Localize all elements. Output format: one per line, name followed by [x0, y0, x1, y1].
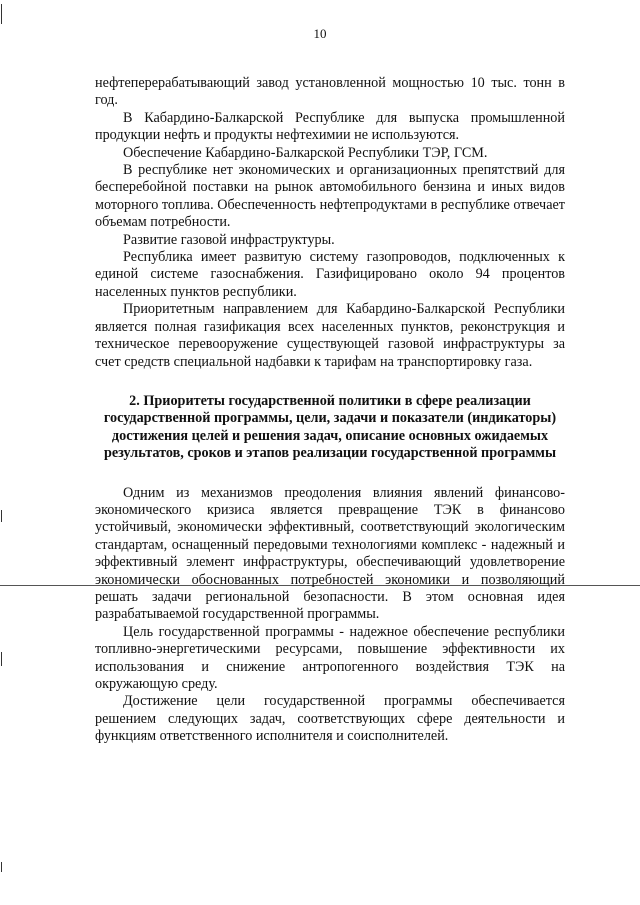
- section-heading: 2. Приоритеты государственной политики в сфере реализации государственной программы, цели, задачи и показатели (индикаторы) достижения целей и решения задач, описание основных ожидаемых результатов, сроков и этапов реализации государственной программы: [103, 392, 557, 462]
- page-number: 10: [313, 26, 327, 41]
- paragraph: В республике нет экономических и организационных препятствий для бесперебойной поставки на рынок автомобильного бензина и иных видов моторного топлива. Обеспеченность нефтепродуктами в республике отвечает объемам потребности.: [95, 162, 565, 231]
- scan-margin-mark: [1, 510, 2, 522]
- paragraph: Обеспечение Кабардино-Балкарской Республики ТЭР, ГСМ.: [123, 144, 488, 161]
- paragraph: Развитие газовой инфраструктуры.: [123, 231, 335, 248]
- paragraph: В Кабардино-Балкарской Республике для выпуска промышленной продукции нефть и продукты нефтехимии не используются.: [95, 109, 565, 144]
- document-body: [95, 75, 565, 746]
- paragraph: Цель государственной программы - надежное обеспечение республики топливно-энергетическими ресурсами, повышение эффективности их использования и снижение антропогенного воздействия ТЭК на окружающую среду.: [95, 623, 565, 692]
- paragraph: Достижение цели государственной программы обеспечивается решением следующих задач, соответствующих сфере деятельности и функциям ответственного исполнителя и соисполнителей.: [95, 693, 565, 745]
- scan-margin-mark: [1, 652, 2, 666]
- paragraph: Одним из механизмов преодоления влияния явлений финансово-экономического кризиса является превращение ТЭК в финансово устойчивый, экономически эффективный, соответствующий экологическим стандартам, оснащенный передовыми технологиями комплекс - надежный и эффективный элемент инфраструктуры, обеспечивающий удовлетворение экономически обоснованных потребностей экономики и позволяющий решать задачи региональной безопасности. В этом основная идея разрабатываемой государственной программы.: [95, 484, 565, 623]
- paragraph: Приоритетным направлением для Кабардино-Балкарской Республики является полная газификация всех населенных пунктов, реконструкция и техническое перевооружение существующей газовой инфраструктуры за счет средств специальной надбавки к тарифам на транспортировку газа.: [95, 301, 565, 370]
- paragraph: нефтеперерабатывающий завод установленной мощностью 10 тыс. тонн в год.: [95, 75, 565, 109]
- paragraph: Республика имеет развитую систему газопроводов, подключенных к единой системе газоснабжения. Газифицировано около 94 процентов населенных пунктов республики.: [95, 249, 565, 300]
- scan-margin-mark: [1, 4, 2, 24]
- scan-margin-mark: [1, 862, 2, 872]
